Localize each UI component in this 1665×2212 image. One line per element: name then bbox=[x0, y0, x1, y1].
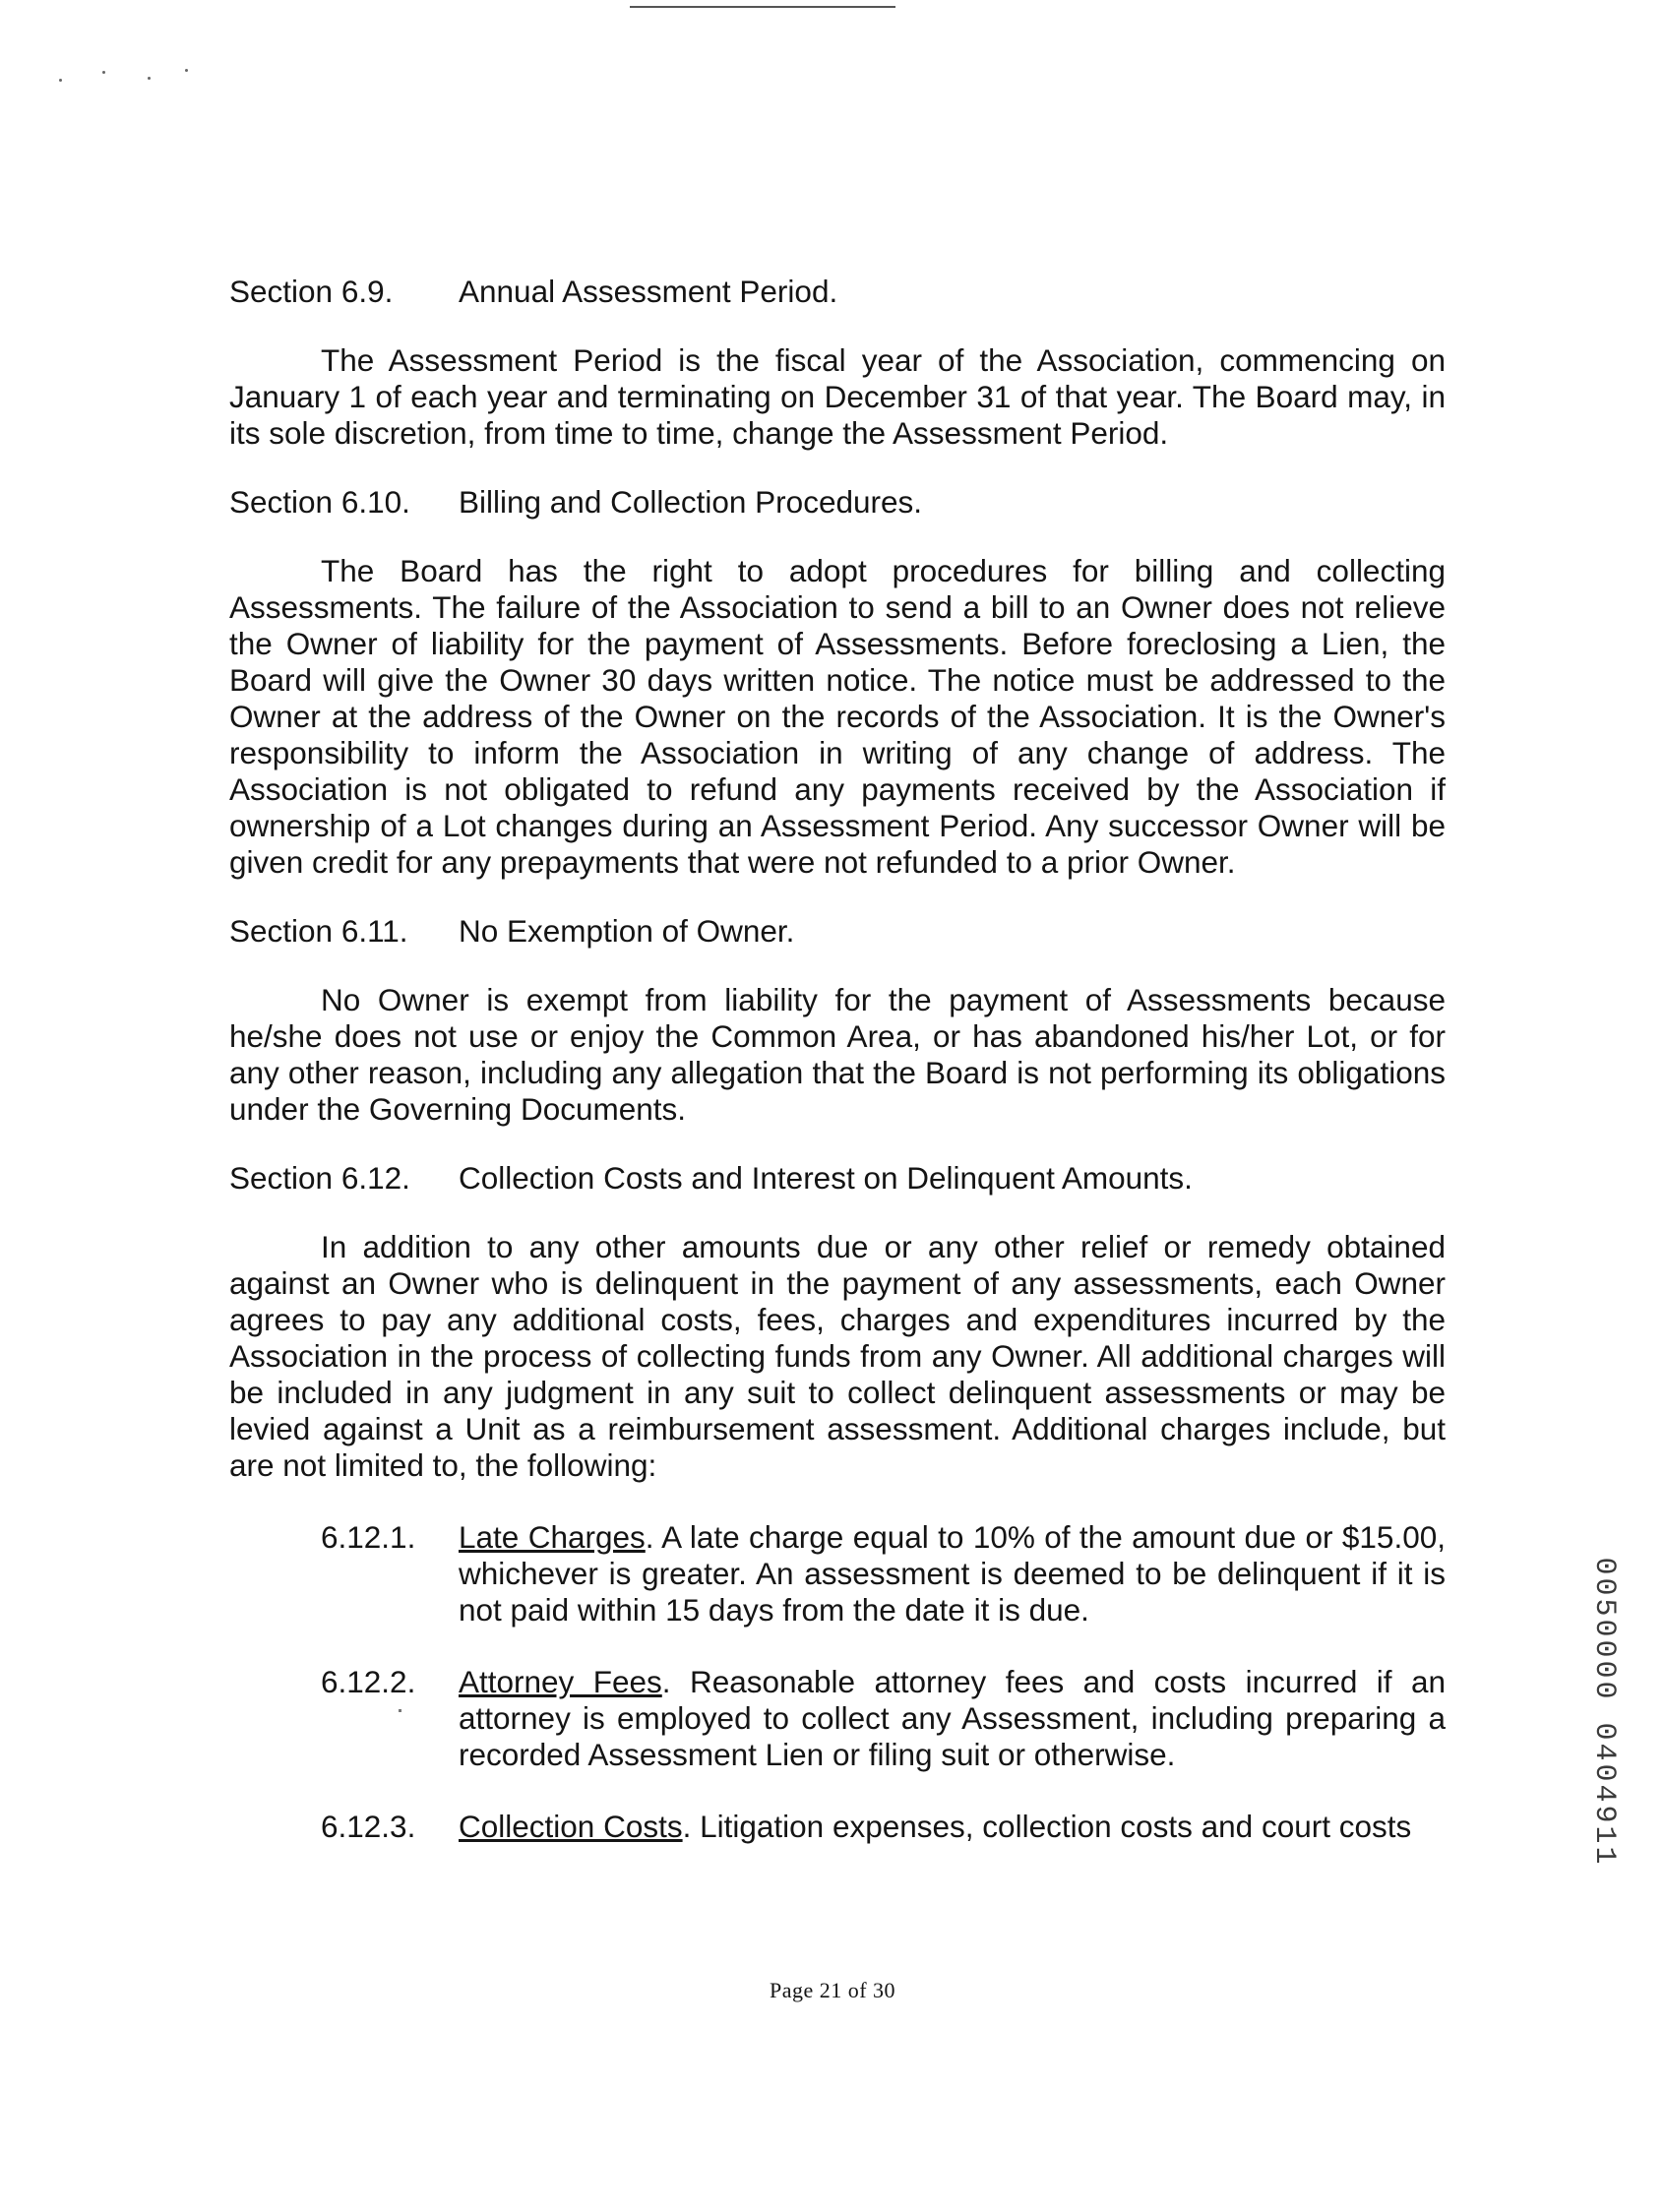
section-number: Section 6.11. bbox=[229, 913, 408, 949]
subsection-body: Litigation expenses, collection costs and court costs bbox=[691, 1809, 1412, 1844]
page-footer: Page 21 of 30 bbox=[769, 1978, 896, 2002]
subsection-body: Reasonable attorney fees and costs incurred if an attorney is employed to collect any Assessment, including preparing a recorded Assessment Lien or filing suit or otherwise. bbox=[459, 1664, 1447, 1772]
subsection-6-12-3 bbox=[321, 1809, 1446, 1845]
section-number: Section 6.12. bbox=[229, 1160, 410, 1196]
section-body-6-11: No Owner is exempt from liability for the payment of Assessments because he/she does not use or enjoy the Common Area, or has abandoned his/her Lot, or for any other reason, including any allegation that the Board is not performing its obligations under the Governing Documents. bbox=[229, 982, 1446, 1127]
subsection-number: 6.12.1. bbox=[321, 1519, 416, 1555]
section-title: Collection Costs and Interest on Delinquent Amounts. bbox=[459, 1160, 1193, 1196]
section-heading-6-9 bbox=[229, 274, 1446, 310]
scan-speck bbox=[59, 79, 62, 82]
margin-stamp-text: 0050000 0404911 bbox=[1587, 1557, 1621, 1868]
section-body-6-10: The Board has the right to adopt procedures for billing and collecting Assessments. The failure of the Association to send a bill to an Owner does not relieve the Owner of liability for the payment of Assessments. Before foreclosing a Lien, the Board will give the Owner 30 days written notice. The notice must be addressed to the Owner at the address of the Owner on the records of the Association. It is the Owner's responsibility to inform the Association in writing of any change of address. The Association is not obligated to refund any payments received by the Association if ownership of a Lot changes during an Assessment Period. Any successor Owner will be given credit for any prepayments that were not refunded to a prior Owner. bbox=[229, 553, 1446, 880]
scan-speck bbox=[399, 1709, 401, 1712]
scan-speck bbox=[148, 77, 151, 80]
scan-speck bbox=[185, 69, 188, 72]
subsection-term: Attorney Fees bbox=[459, 1664, 662, 1699]
section-title: Annual Assessment Period. bbox=[459, 274, 838, 309]
section-number: Section 6.10. bbox=[229, 484, 410, 520]
margin-stamp bbox=[1584, 1557, 1624, 1868]
section-body-6-12: In addition to any other amounts due or any other relief or remedy obtained against an Owner who is delinquent in the payment of any assessments, each Owner agrees to pay any additional costs, fees, charges and expenditures incurred by the Association in the process of collecting funds from any Owner. All additional charges will be included in any judgment in any suit to collect delinquent assessments or may be levied against a Unit as a reimbursement assessment. Additional charges include, but are not limited to, the following: bbox=[229, 1229, 1446, 1483]
subsection-number: 6.12.2. bbox=[321, 1664, 416, 1699]
document-body bbox=[229, 274, 1446, 1845]
subsection-6-12-2 bbox=[321, 1664, 1446, 1773]
subsection-body: A late charge equal to 10% of the amount due or $15.00, whichever is greater. An assessment is deemed to be delinquent if it is not paid within 15 days from the date it is due. bbox=[459, 1519, 1446, 1628]
subsection-number: 6.12.3. bbox=[321, 1809, 416, 1844]
subsection-text: Late Charges. A late charge equal to 10% of the amount due or $15.00, whichever is greater. An assessment is deemed to be delinquent if it is not paid within 15 days from the date it is due. bbox=[459, 1519, 1446, 1628]
subsection-term: Late Charges bbox=[459, 1519, 646, 1555]
section-heading-6-10 bbox=[229, 484, 1446, 521]
subsection-term: Collection Costs bbox=[459, 1809, 683, 1844]
scan-specks bbox=[59, 69, 197, 89]
section-body-6-9: The Assessment Period is the fiscal year of the Association, commencing on January 1 of each year and terminating on December 31 of that year. The Board may, in its sole discretion, from time to time, change the Assessment Period. bbox=[229, 342, 1446, 451]
scan-speck bbox=[102, 71, 105, 74]
section-title: Billing and Collection Procedures. bbox=[459, 484, 923, 520]
subsection-text: Attorney Fees. Reasonable attorney fees and costs incurred if an attorney is employed to collect any Assessment, including preparing a recorded Assessment Lien or filing suit or otherwise. bbox=[459, 1664, 1447, 1772]
section-heading-6-12 bbox=[229, 1160, 1446, 1197]
scan-top-line bbox=[630, 6, 895, 8]
section-title: No Exemption of Owner. bbox=[459, 913, 795, 949]
subsection-6-12-1 bbox=[321, 1519, 1446, 1628]
subsection-text: Collection Costs. Litigation expenses, collection costs and court costs bbox=[459, 1809, 1412, 1844]
section-number: Section 6.9. bbox=[229, 274, 394, 309]
section-heading-6-11 bbox=[229, 913, 1446, 950]
